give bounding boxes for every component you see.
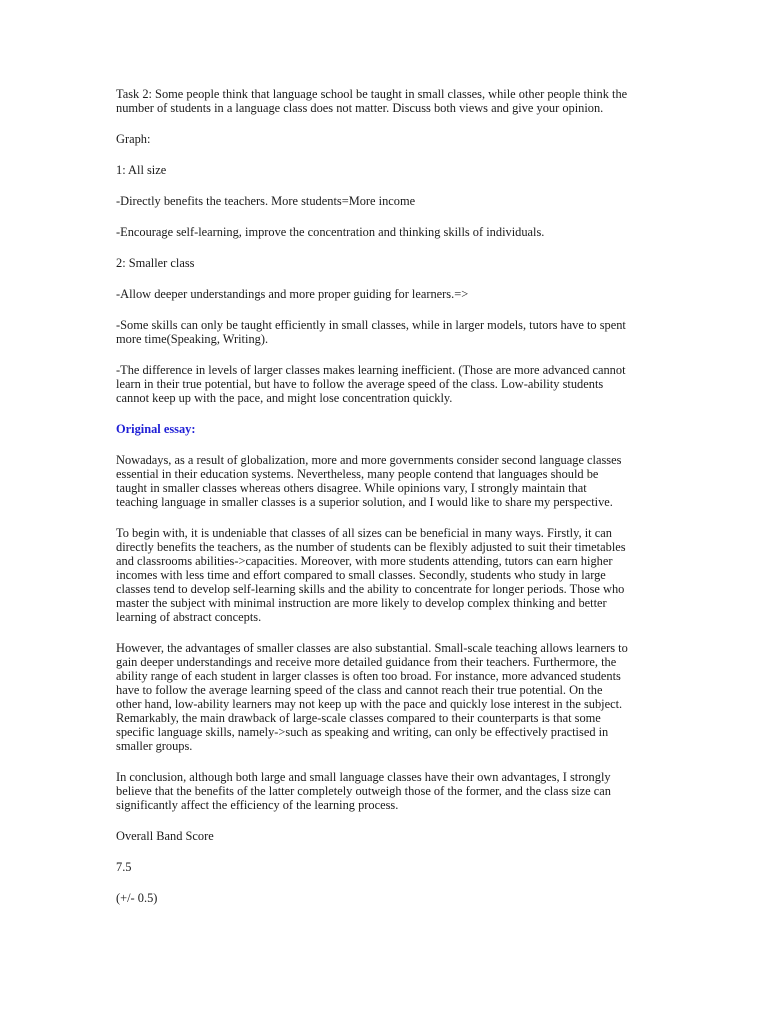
- essay-paragraph-conclusion: In conclusion, although both large and small language classes have their own advantages, I strongly believe that the benefits of the latter completely outweigh those of the former, and the class size can significantly affect the efficiency of the learning process.: [116, 770, 611, 812]
- score-margin: (+/- 0.5): [116, 891, 158, 905]
- point1-item-a: -Directly benefits the teachers. More students=More income: [116, 194, 416, 208]
- essay-paragraph-body2: However, the advantages of smaller classes are also substantial. Small-scale teaching allows learners to gain deeper understandings and receive more detailed guidance from their teachers. Furthermore, the ability range of each student in larger classes is often too broad. For instance, more advanced students have to follow the average learning speed of the class and cannot reach their true potential. On the other hand, low-ability learners may not keep up with the pace and quickly lose interest in the subject. Remarkably, the main drawback of large-scale classes compared to their counterparts is that some specific language skills, namely->such as speaking and writing, can only be effectively practised in smaller groups.: [116, 641, 628, 753]
- score-value: 7.5: [116, 860, 132, 874]
- point2-item-b: -Some skills can only be taught efficiently in small classes, while in larger models, tutors have to spent more time(Speaking, Writing).: [116, 318, 626, 346]
- essay-paragraph-intro: Nowadays, as a result of globalization, more and more governments consider second language classes essential in their education systems. Nevertheless, many people contend that languages should be taught in smaller classes whereas others disagree. While opinions vary, I strongly maintain that teaching language in smaller classes is a superior solution, and I would like to share my perspective.: [116, 453, 622, 509]
- point2-title: 2: Smaller class: [116, 256, 195, 270]
- point2-item-c: -The difference in levels of larger classes makes learning inefficient. (Those are more advanced cannot learn in their true potential, but have to follow the average speed of the class. Low-ability students cannot keep up with the pace, and might lose concentration quickly.: [116, 363, 626, 405]
- score-label: Overall Band Score: [116, 829, 214, 843]
- document-page: [116, 87, 656, 922]
- point2-item-a: -Allow deeper understandings and more proper guiding for learners.=>: [116, 287, 469, 301]
- task-prompt: Task 2: Some people think that language school be taught in small classes, while other people think the number of students in a language class does not matter. Discuss both views and give your opinion.: [116, 87, 628, 115]
- point1-item-b: -Encourage self-learning, improve the concentration and thinking skills of individuals.: [116, 225, 545, 239]
- point1-title: 1: All size: [116, 163, 167, 177]
- essay-heading: Original essay:: [116, 422, 196, 436]
- essay-paragraph-body1: To begin with, it is undeniable that classes of all sizes can be beneficial in many ways. Firstly, it can directly benefits the teachers, as the number of students can be flexibly adjusted to suit their timetables and classrooms abilities->capacities. Moreover, with more students attending, tutors can earn higher incomes with less time and effort compared to small classes. Secondly, students who study in large classes tend to develop self-learning skills and the ability to concentrate for longer periods. Those who master the subject with minimal instruction are more likely to develop complex thinking and better learning of abstract concepts.: [116, 526, 626, 624]
- graph-label: Graph:: [116, 132, 151, 146]
